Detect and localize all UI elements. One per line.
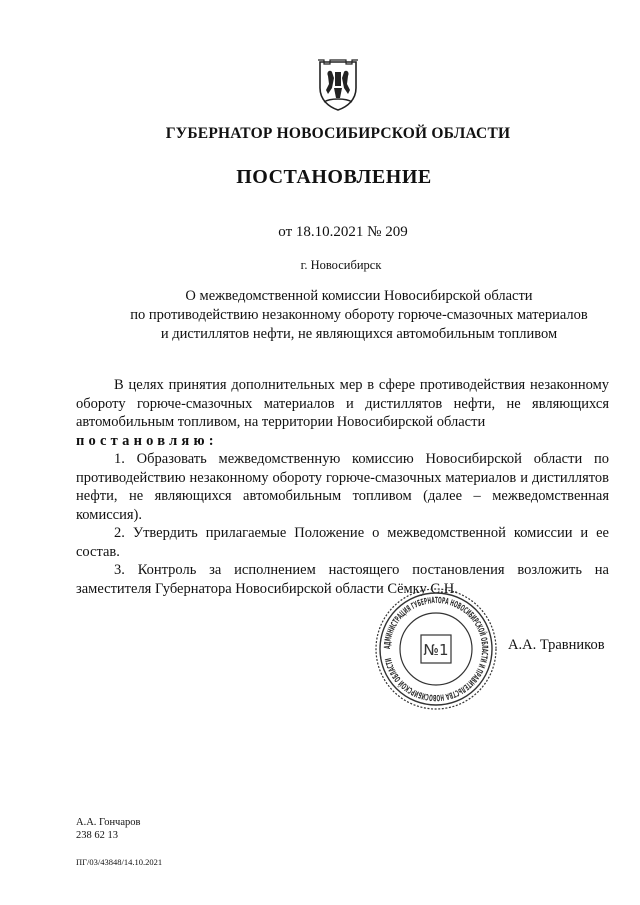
preamble: В целях принятия дополнительных мер в сфере противодействия незаконному обороту горюче-смазочных материалов и дистиллятов нефти, не являющихся автомобильным топливом, на территории Новосибирской области (76, 377, 609, 430)
executor-name: А.А. Гончаров (76, 817, 141, 828)
item-2: 2. Утвердить прилагаемые Положение о межведомственной комиссии и ее состав. (76, 525, 609, 560)
document-reference: ПГ/03/43848/14.10.2021 (76, 857, 163, 867)
official-seal (374, 587, 498, 711)
svg-text:№1: №1 (423, 641, 449, 659)
signatory-name: А.А. Травников (508, 637, 605, 653)
decree-word: постановляю: (76, 432, 218, 449)
subject-line: и дистиллятов нефти, не являющихся автомобильным топливом (160, 326, 558, 342)
date-and-number: от 18.10.2021 № 209 (278, 224, 408, 240)
subject-line: по противодействию незаконному обороту горюче-смазочных материалов (130, 307, 588, 323)
organization-title: ГУБЕРНАТОР НОВОСИБИРСКОЙ ОБЛАСТИ (165, 125, 511, 142)
item-1: 1. Образовать межведомственную комиссию Новосибирской области по противодействию незаконному обороту горюче-смазочных материалов и дистиллятов нефти, не являющихся автомобильным топливом (далее – межведомственная комиссия). (76, 451, 609, 523)
city: г. Новосибирск (300, 258, 382, 272)
svg-text:АДМИНИСТРАЦИЯ ГУБЕРНАТОРА НОВО: АДМИНИСТРАЦИЯ ГУБЕРНАТОРА НОВОСИБИРСКОЙ ОБЛАСТИ И ПРАВИТЕЛЬСТВА НОВОСИБИРСКОЙ ОБЛАСТИ (382, 595, 490, 703)
coat-of-arms-icon (316, 58, 360, 112)
document-type: ПОСТАНОВЛЕНИЕ (236, 166, 432, 188)
executor-phone: 238 62 13 (76, 830, 118, 841)
subject-line: О межведомственной комиссии Новосибирской области (185, 288, 533, 304)
document-body (76, 376, 609, 598)
item-3: 3. Контроль за исполнением настоящего постановления возложить на заместителя Губернатора Новосибирской области Сёмку С.Н. (76, 562, 609, 597)
document-subject (80, 287, 638, 344)
